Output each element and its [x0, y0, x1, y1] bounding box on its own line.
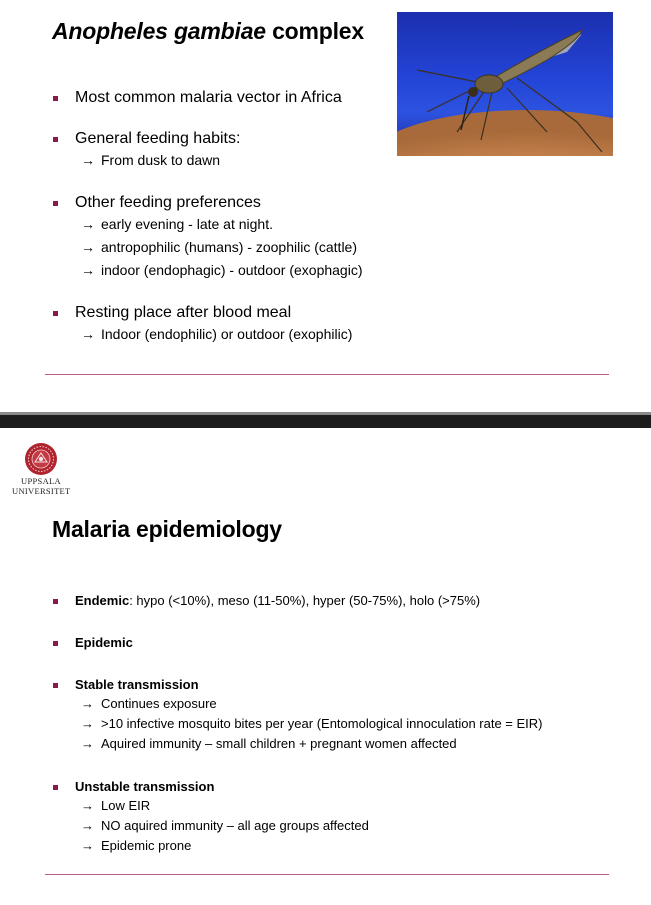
sub-list: [75, 694, 633, 754]
sub-text: antropophilic (humans) - zoophilic (cattle): [101, 239, 357, 255]
sub-list: [75, 323, 393, 346]
list-item: [53, 592, 633, 610]
list-item: [53, 778, 633, 856]
slide-bottom-rule: [45, 874, 609, 875]
arrow-icon: →: [81, 239, 95, 255]
bullet-marker: [53, 683, 58, 688]
sub-item: [75, 149, 393, 172]
bullet-text: Resting place after blood meal: [75, 304, 292, 321]
bullet-marker: [53, 137, 58, 142]
slide-title: Malaria epidemiology: [52, 516, 282, 542]
sub-text: NO aquired immunity – all age groups affected: [101, 818, 369, 833]
title-rest-part: complex: [265, 18, 364, 44]
bullet-text: : hypo (<10%), meso (11-50%), hyper (50-75%), holo (>75%): [129, 593, 481, 608]
sub-text: >10 infective mosquito bites per year (Entomological innoculation rate = EIR): [101, 716, 543, 731]
sub-text: Epidemic prone: [101, 838, 192, 853]
slide-title: [52, 18, 364, 45]
sub-text: From dusk to dawn: [101, 152, 221, 168]
slide-separator: [0, 412, 651, 428]
bullet-list: [53, 88, 393, 367]
sub-list: [75, 149, 393, 172]
arrow-icon: →: [81, 716, 94, 731]
arrow-icon: →: [81, 152, 95, 168]
sub-item: [75, 236, 393, 259]
logo-text-line2: UNIVERSITET: [12, 486, 71, 496]
slide-epidemiology: [0, 428, 651, 905]
sub-item: [75, 213, 393, 236]
sub-list: [75, 213, 393, 282]
university-logo: [12, 442, 70, 496]
uppsala-seal-icon: [24, 442, 58, 476]
sub-list: [75, 796, 633, 856]
arrow-icon: →: [81, 838, 94, 853]
arrow-icon: →: [81, 216, 95, 232]
sub-item: [75, 816, 633, 836]
slide-anopheles: [0, 0, 651, 412]
bullet-list: [53, 592, 633, 880]
bullet-term: Unstable transmission: [75, 779, 215, 794]
sub-text: Indoor (endophilic) or outdoor (exophilic): [101, 326, 353, 342]
sub-item: [75, 714, 633, 734]
arrow-icon: →: [81, 736, 94, 751]
list-item: [53, 634, 633, 652]
arrow-icon: →: [81, 696, 94, 711]
bullet-term: Endemic: [75, 593, 130, 608]
sub-text: early evening - late at night.: [101, 216, 273, 232]
bullet-marker: [53, 96, 58, 101]
bullet-marker: [53, 599, 58, 604]
arrow-icon: →: [81, 262, 95, 278]
bullet-text: General feeding habits:: [75, 130, 241, 147]
bullet-marker: [53, 311, 58, 316]
list-item: [53, 88, 393, 108]
title-italic-part: Anopheles gambiae: [52, 18, 266, 44]
logo-text-line1: UPPSALA: [21, 476, 61, 486]
sub-item: [75, 836, 633, 856]
sub-text: Aquired immunity – small children + pregnant women affected: [101, 736, 457, 751]
bullet-text: Most common malaria vector in Africa: [75, 89, 342, 106]
sub-text: Low EIR: [101, 798, 151, 813]
sub-text: Continues exposure: [101, 696, 217, 711]
slide-bottom-rule: [45, 374, 609, 375]
arrow-icon: →: [81, 818, 94, 833]
bullet-marker: [53, 201, 58, 206]
sub-text: indoor (endophagic) - outdoor (exophagic): [101, 262, 363, 278]
mosquito-illustration: [397, 12, 613, 156]
sub-item: [75, 796, 633, 816]
list-item: [53, 303, 393, 346]
bullet-marker: [53, 785, 58, 790]
list-item: [53, 129, 393, 172]
bullet-term: Epidemic: [75, 635, 133, 650]
sub-item: [75, 323, 393, 346]
sub-item: [75, 694, 633, 714]
bullet-term: Stable transmission: [75, 677, 199, 692]
sub-item: [75, 259, 393, 282]
sub-item: [75, 734, 633, 754]
arrow-icon: →: [81, 326, 95, 342]
list-item: [53, 676, 633, 754]
bullet-marker: [53, 641, 58, 646]
arrow-icon: →: [81, 798, 94, 813]
list-item: [53, 193, 393, 282]
mosquito-photo: [397, 12, 613, 156]
bullet-text: Other feeding preferences: [75, 194, 261, 211]
